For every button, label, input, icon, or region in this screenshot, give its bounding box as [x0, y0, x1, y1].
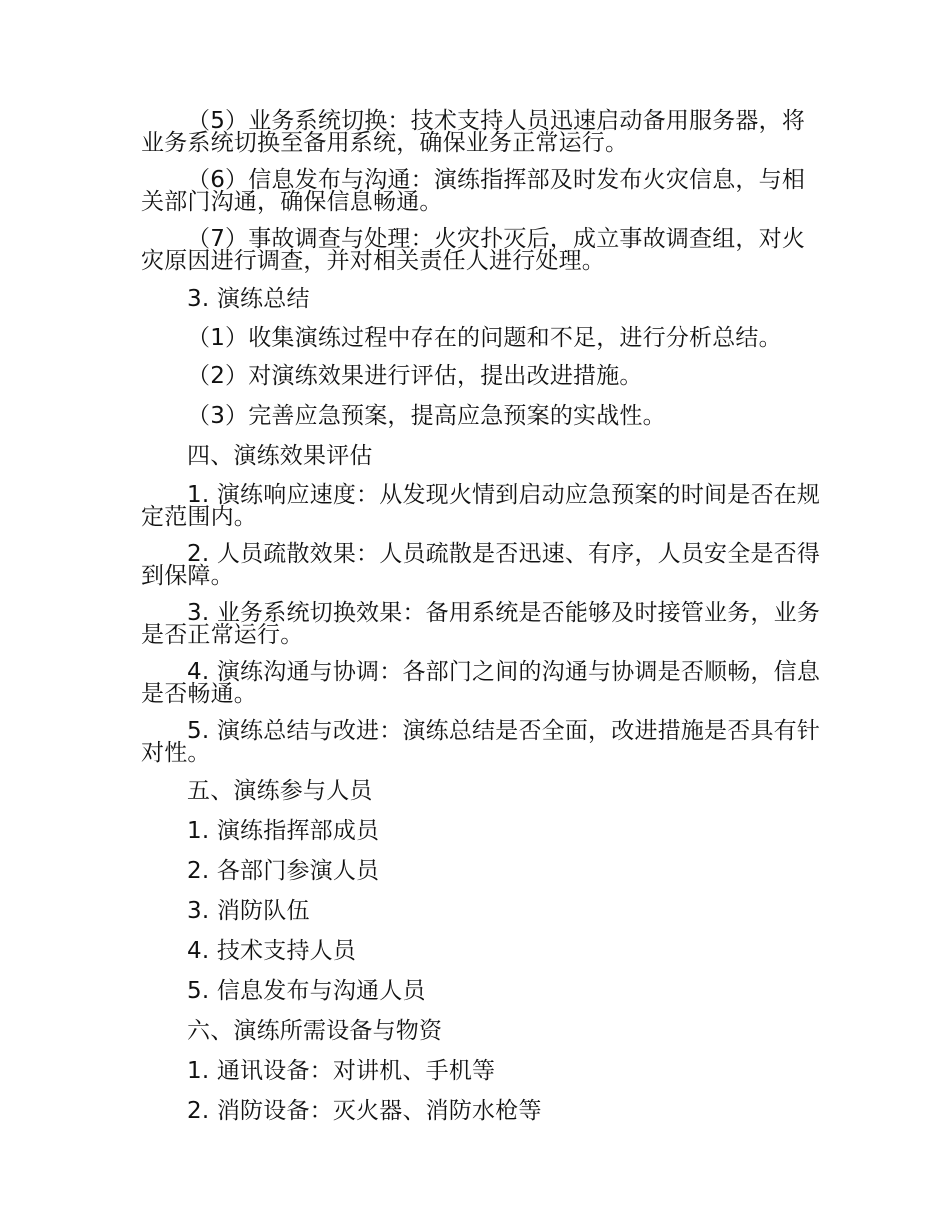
paragraph-info-release: （6）信息发布与沟通：演练指挥部及时发布火灾信息，与相关部门沟通，确保信息畅通。 — [141, 167, 806, 215]
section-heading-effect-evaluation: 四、演练效果评估 — [187, 443, 373, 469]
paragraph-collect-problems: （1）收集演练过程中存在的问题和不足，进行分析总结。 — [187, 325, 782, 351]
paragraph-response-speed: 1. 演练响应速度：从发现火情到启动应急预案的时间是否在规定范围内。 — [141, 482, 821, 530]
paragraph-summary-improvement: 5. 演练总结与改进：演练总结是否全面，改进措施是否具有针对性。 — [141, 718, 821, 766]
list-item-communication-equipment: 1. 通讯设备：对讲机、手机等 — [187, 1058, 496, 1084]
paragraph-business-system-switch: （5）业务系统切换：技术支持人员迅速启动备用服务器，将业务系统切换至备用系统，确保业务正常运行。 — [141, 108, 806, 156]
section-heading-drill-summary: 3. 演练总结 — [187, 286, 310, 312]
list-item-info-communication: 5. 信息发布与沟通人员 — [187, 978, 426, 1004]
list-item-fire-brigade: 3. 消防队伍 — [187, 898, 310, 924]
list-item-fire-equipment: 2. 消防设备：灭火器、消防水枪等 — [187, 1098, 542, 1124]
paragraph-improve-plan: （3）完善应急预案，提高应急预案的实战性。 — [187, 403, 666, 429]
paragraph-communication-coordination: 4. 演练沟通与协调：各部门之间的沟通与协调是否顺畅，信息是否畅通。 — [141, 659, 821, 707]
list-item-department-participants: 2. 各部门参演人员 — [187, 858, 380, 884]
section-heading-equipment: 六、演练所需设备与物资 — [187, 1018, 443, 1044]
list-item-tech-support: 4. 技术支持人员 — [187, 938, 357, 964]
paragraph-evaluate-effect: （2）对演练效果进行评估，提出改进措施。 — [187, 363, 643, 389]
list-item-command-members: 1. 演练指挥部成员 — [187, 818, 380, 844]
paragraph-system-switch-effect: 3. 业务系统切换效果：备用系统是否能够及时接管业务，业务是否正常运行。 — [141, 600, 821, 648]
paragraph-accident-investigation: （7）事故调查与处理：火灾扑灭后，成立事故调查组，对火灾原因进行调查，并对相关责任人进行处理。 — [141, 226, 806, 274]
section-heading-participants: 五、演练参与人员 — [187, 778, 373, 804]
paragraph-evacuation-effect: 2. 人员疏散效果：人员疏散是否迅速、有序，人员安全是否得到保障。 — [141, 541, 821, 589]
document-body — [141, 106, 821, 1135]
